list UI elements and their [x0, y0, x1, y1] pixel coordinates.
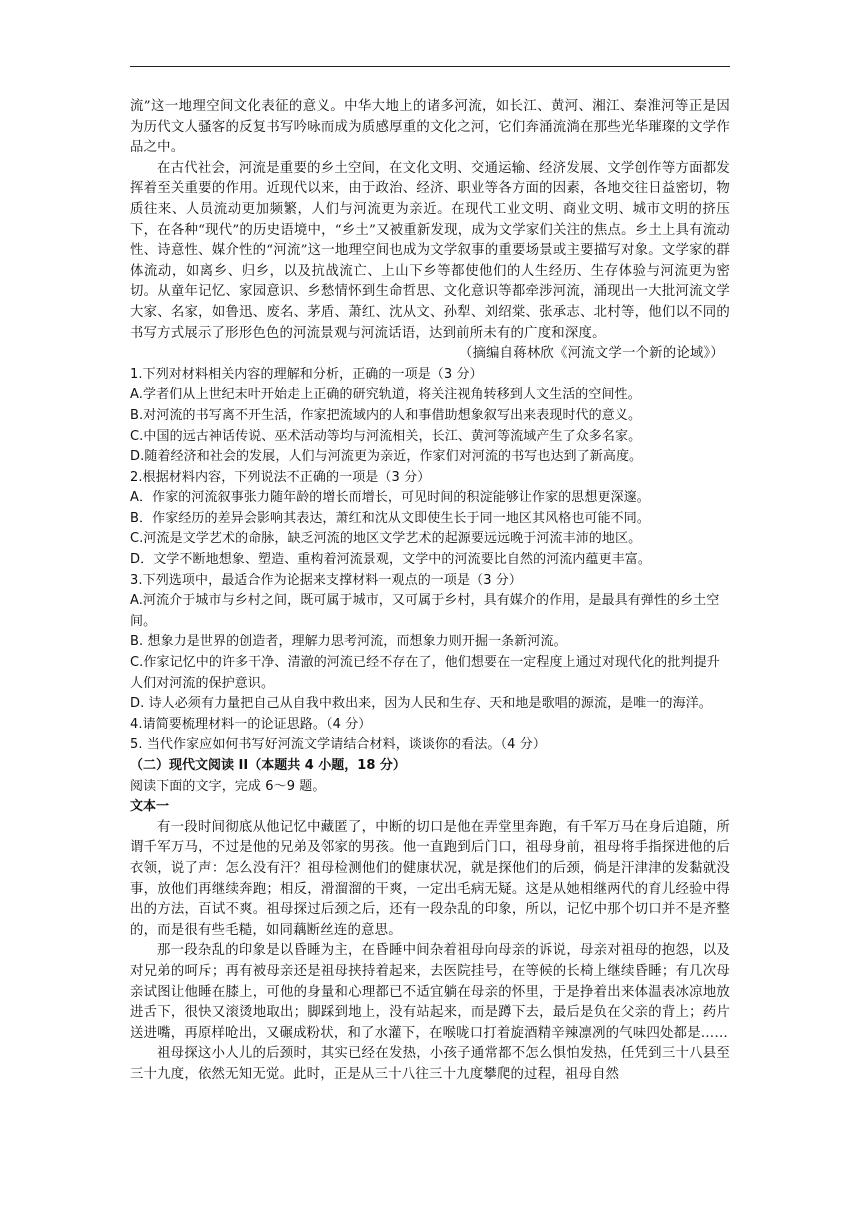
section-heading: （二）现代文阅读 II（本题共 4 小题，18 分） — [130, 758, 406, 773]
passage-paragraph: 祖母探这小人儿的后颈时，其实已经在发热，小孩子通常都不怎么惧怕发热，任凭到三十八县至三十九度，依然无知无觉。此时，正是从三十八往三十九度攀爬的过程，祖母自然 — [130, 1046, 730, 1082]
answer-option: C.河流是文学艺术的命脉，缺乏河流的地区文学艺术的起源要远远晚于河流丰沛的地区。 — [130, 531, 642, 547]
source-citation: （摘编自蒋林欣《河流文学一个新的论域》） — [458, 346, 724, 362]
answer-option: C.中国的远古神话传说、巫术活动等均与河流相关，长江、黄河等流域产生了众多名家。 — [130, 428, 642, 444]
question-stem: 4.请简要梳理材料一的论证思路。（4 分） — [130, 716, 372, 732]
answer-option: C.作家记忆中的许多干净、清澈的河流已经不存在了，他们想要在一定程度上通过对现代化的批判提升人们对河流的保护意识。 — [130, 655, 720, 691]
answer-option: D.随着经济和社会的发展，人们与河流更为亲近，作家们对河流的书写也达到了新高度。 — [130, 449, 643, 465]
header-rule — [130, 66, 730, 67]
answer-option: B．作家经历的差异会影响其表达，萧红和沈从文即使生长于同一地区其风格也可能不同。 — [130, 510, 650, 526]
answer-option: A.河流介于城市与乡村之间，既可属于城市，又可属于乡村，具有媒介的作用，是最具有弹性的乡土空间。 — [130, 593, 720, 629]
passage-paragraph: 那一段杂乱的印象是以昏睡为主，在昏睡中间杂着祖母向母亲的诉说，母亲对祖母的抱怨，以及对兄弟的呵斥；再有被母亲还是祖母挟持着起来，去医院挂号，在等候的长椅上继续昏睡；有几次母亲试图让他睡在膝上，可他的身量和心理都已不适宜躺在母亲的怀里，于是挣着出来体温表冰凉地放进舌下，很快又滚烫地取出；脚踩到地上，没有站起来，而是蹲下去，最后是负在父亲的背上；药片送进嘴，再原样呛出，又碾成粉状，和了水灌下，在喉咙口打着旋酒精辛辣凛冽的气味四处都是…… — [130, 943, 730, 1041]
question-stem: 1.下列对材料相关内容的理解和分析，正确的一项是（3 分） — [130, 366, 483, 382]
answer-option: D．文学不断地想象、塑造、重构着河流景观，文学中的河流要比自然的河流内蕴更丰富。 — [130, 552, 652, 568]
question-stem: 3.下列选项中，最适合作为论据来支撑材料一观点的一项是（3 分） — [130, 572, 523, 588]
answer-option: A．作家的河流叙事张力随年龄的增长而增长，可见时间的积淀能够让作家的思想更深邃。 — [130, 490, 650, 506]
question-stem: 5. 当代作家应如何书写好河流文学请结合材料，谈谈你的看法。（4 分） — [130, 737, 546, 753]
text-title: 文本一 — [130, 799, 170, 815]
answer-option: D. 诗人必须有力量把自己从自我中救出来，因为人民和生存、天和地是歌唱的源流，是唯一的海洋。 — [130, 696, 712, 712]
document-page — [130, 97, 730, 1086]
question-stem: 2.根据材料内容，下列说法不正确的一项是（3 分） — [130, 469, 431, 485]
answer-option: B.对河流的书写离不开生活，作家把流域内的人和事借助想象叙写出来表现时代的意义。 — [130, 407, 642, 423]
passage-paragraph: 在古代社会，河流是重要的乡土空间，在文化文明、交通运输、经济发展、文学创作等方面都发挥着至关重要的作用。近现代以来，由于政治、经济、职业等各方面的因素，各地交往日益密切，物质往来、人员流动更加频繁，人们与河流更为亲近。在现代工业文明、商业文明、城市文明的挤压下，在各种“现代”的历史语境中，“乡土”又被重新发现，成为文学家们关注的焦点。乡土上具有流动性、诗意性、媒介性的“河流”这一地理空间也成为文学叙事的重要场景或主要描写对象。文学家的群体流动，如离乡、归乡，以及抗战流亡、上山下乡等都使他们的人生经历、生存体验与河流更为密切。从童年记忆、家园意识、乡愁情怀到生命哲思、文化意识等都牵涉河流，涌现出一大批河流文学大家、名家，如鲁迅、废名、茅盾、萧红、沈从文、孙犁、刘绍棠、张承志、北村等，他们以不同的书写方式展示了形形色色的河流景观与河流话语，达到前所未有的广度和深度。 — [130, 160, 730, 341]
section-instruction: 阅读下面的文字，完成 6～9 题。 — [130, 778, 326, 794]
answer-option: B. 想象力是世界的创造者，理解力思考河流，而想象力则开掘一条新河流。 — [130, 634, 567, 650]
passage-paragraph: 有一段时间彻底从他记忆中藏匿了，中断的切口是他在弄堂里奔跑，有千军万马在身后追随，所谓千军万马，不过是他的兄弟及邻家的男孩。他一直跑到后门口，祖母身前，祖母将手指探进他的后衣领，说了声：怎么没有汗？祖母检测他们的健康状况，就是探他们的后颈，倘是汗津津的发黏就没事，放他们再继续奔跑；相反，滑溜溜的干爽，一定出毛病无疑。这是从她相继两代的育儿经验中得出的方法，百试不爽。祖母探过后颈之后，还有一段杂乱的印象，所以，记忆中那个切口并不是齐整的，而是很有些毛糙，如同藕断丝连的意思。 — [130, 819, 730, 938]
answer-option: A.学者们从上世纪末叶开始走上正确的研究轨道，将关注视角转移到人文生活的空间性。 — [130, 387, 641, 403]
passage-paragraph: 流”这一地理空间文化表征的意义。中华大地上的诸多河流，如长江、黄河、湘江、秦淮河等正是因为历代文人骚客的反复书写吟咏而成为质感厚重的文化之河，它们奔涌流淌在那些光华璀璨的文学作品之中。 — [130, 99, 730, 156]
